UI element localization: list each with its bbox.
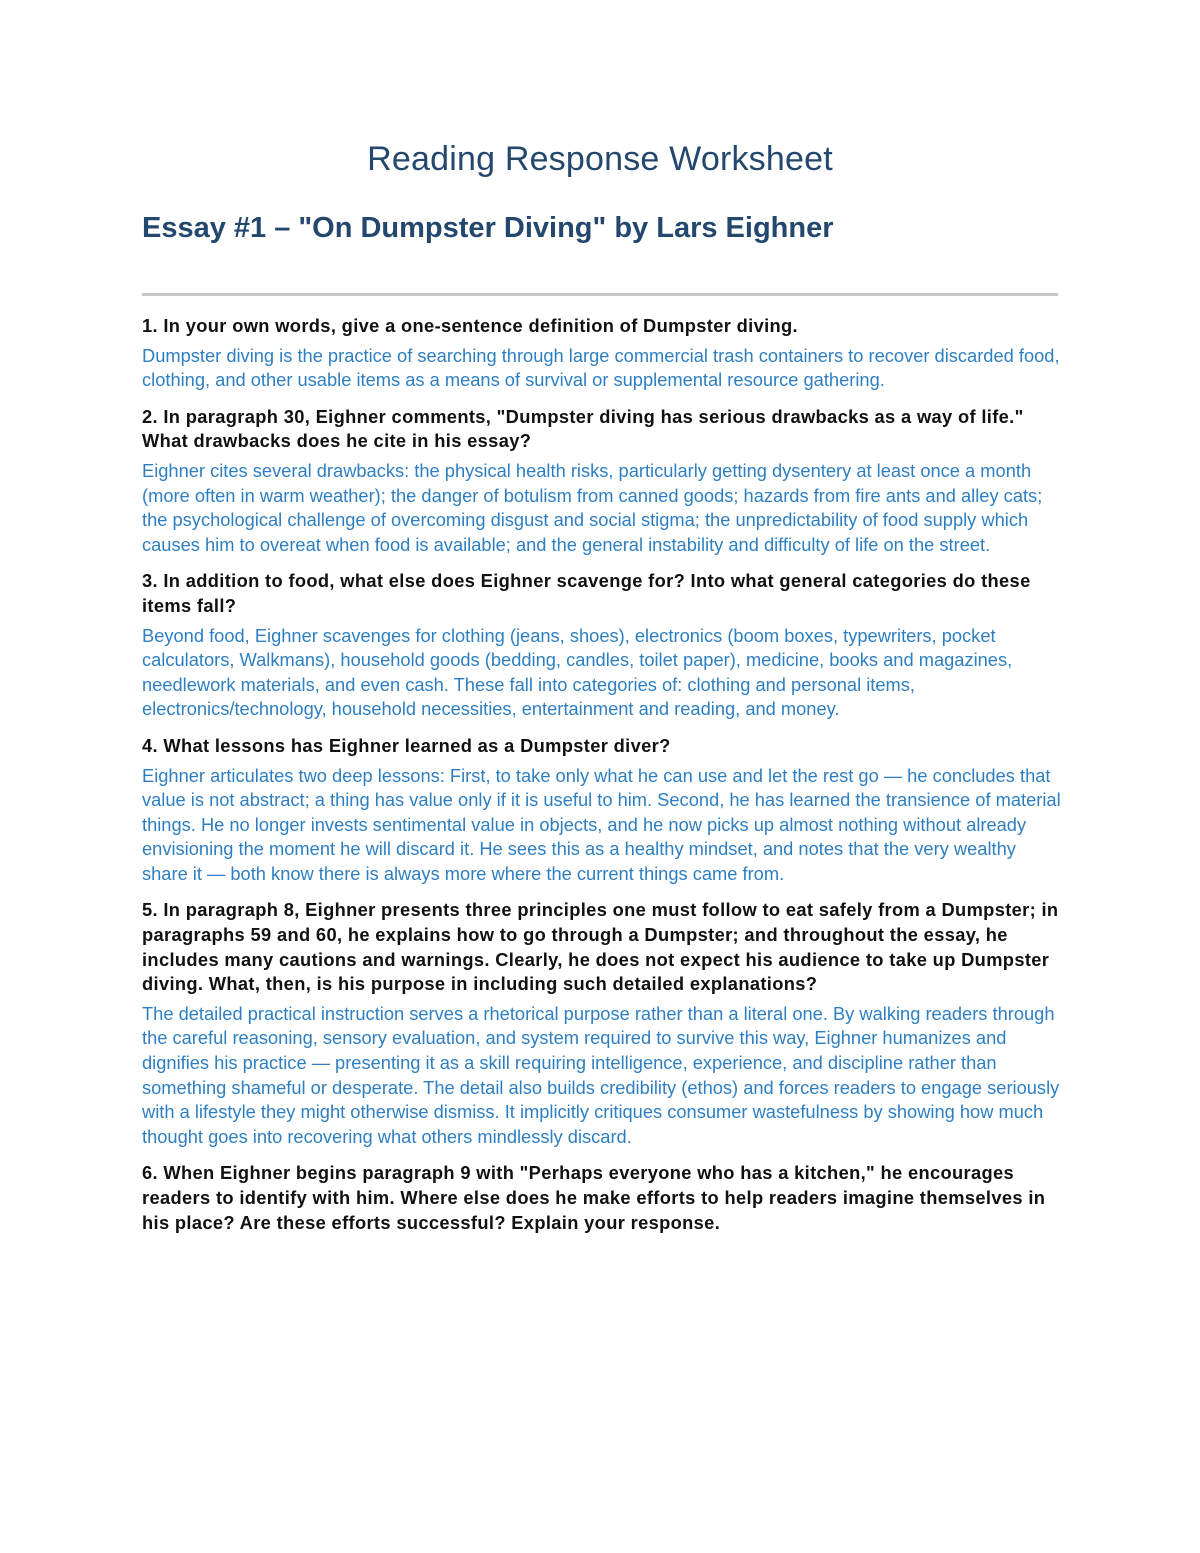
qa-item-2: [142, 405, 1062, 558]
answer-2: Eighner cites several drawbacks: the physical health risks, particularly getting dysentery at least once a month (more often in warm weather); the danger of botulism from canned goods; hazards from fire ants and alley cats; the psychological challenge of overcoming disgust and social stigma; the unpredictability of food supply which causes him to overeat when food is available; and the general instability and difficulty of life on the street.: [142, 459, 1043, 555]
qa-item-5: [142, 898, 1062, 1149]
answer-5: The detailed practical instruction serves a rhetorical purpose rather than a literal one. By walking readers through the careful reasoning, sensory evaluation, and system required to survive this way, Eighner humanizes and dignifies his practice — presenting it as a skill requiring intelligence, experience, and discipline rather than something shameful or desperate. The detail also builds credibility (ethos) and forces readers to engage seriously with a lifestyle they might otherwise dismiss. It implicitly critiques consumer wastefulness by showing how much thought goes into recovering what others mindlessly discard.: [142, 1002, 1060, 1147]
question-6: 6. When Eighner begins paragraph 9 with "Perhaps everyone who has a kitchen," he encourages readers to identify with him. Where else does he make efforts to help readers imagine themselves in his place? Are these efforts successful? Explain your response.: [142, 1162, 1046, 1233]
question-5: 5. In paragraph 8, Eighner presents three principles one must follow to eat safely from a Dumpster; in paragraphs 59 and 60, he explains how to go through a Dumpster; and throughout the essay, he includes many cautions and warnings. Clearly, he does not expect his audience to take up Dumpster diving. What, then, is his purpose in including such detailed explanations?: [142, 899, 1059, 995]
question-3: 3. In addition to food, what else does Eighner scavenge for? Into what general categories do these items fall?: [142, 570, 1031, 616]
qa-item-4: [142, 734, 1062, 887]
answer-3: Beyond food, Eighner scavenges for clothing (jeans, shoes), electronics (boom boxes, typewriters, pocket calculators, Walkmans), household goods (bedding, candles, toilet paper), medicine, books and magazines, needlework materials, and even cash. These fall into categories of: clothing and personal items, electronics/technology, household necessities, entertainment and reading, and money.: [142, 624, 1013, 720]
answer-4: Eighner articulates two deep lessons: First, to take only what he can use and let the rest go — he concludes that value is not abstract; a thing has value only if it is useful to him. Second, he has learned the transience of material things. He no longer invests sentimental value in objects, and he now picks up almost nothing without already envisioning the moment he will discard it. He sees this as a healthy mindset, and notes that the very wealthy share it — both know there is always more where the current things came from.: [142, 764, 1061, 884]
question-2: 2. In paragraph 30, Eighner comments, "Dumpster diving has serious drawbacks as a way of life." What drawbacks does he cite in his essay?: [142, 405, 1024, 452]
question-1: 1. In your own words, give a one-sentence definition of Dumpster diving.: [142, 315, 798, 336]
essay-subtitle: Essay #1 – "On Dumpster Diving" by Lars Eighner: [142, 212, 834, 244]
question-4: 4. What lessons has Eighner learned as a Dumpster diver?: [142, 734, 671, 756]
question-answer-list: [142, 314, 1062, 1247]
horizontal-divider: [142, 293, 1058, 296]
answer-1: Dumpster diving is the practice of searching through large commercial trash containers to recover discarded food, clothing, and other usable items as a means of survival or supplemental resource gathering.: [142, 344, 1060, 391]
page-title: Reading Response Worksheet: [367, 140, 833, 178]
qa-item-3: [142, 569, 1062, 722]
qa-item-6: [142, 1161, 1062, 1235]
qa-item-1: [142, 314, 1062, 393]
